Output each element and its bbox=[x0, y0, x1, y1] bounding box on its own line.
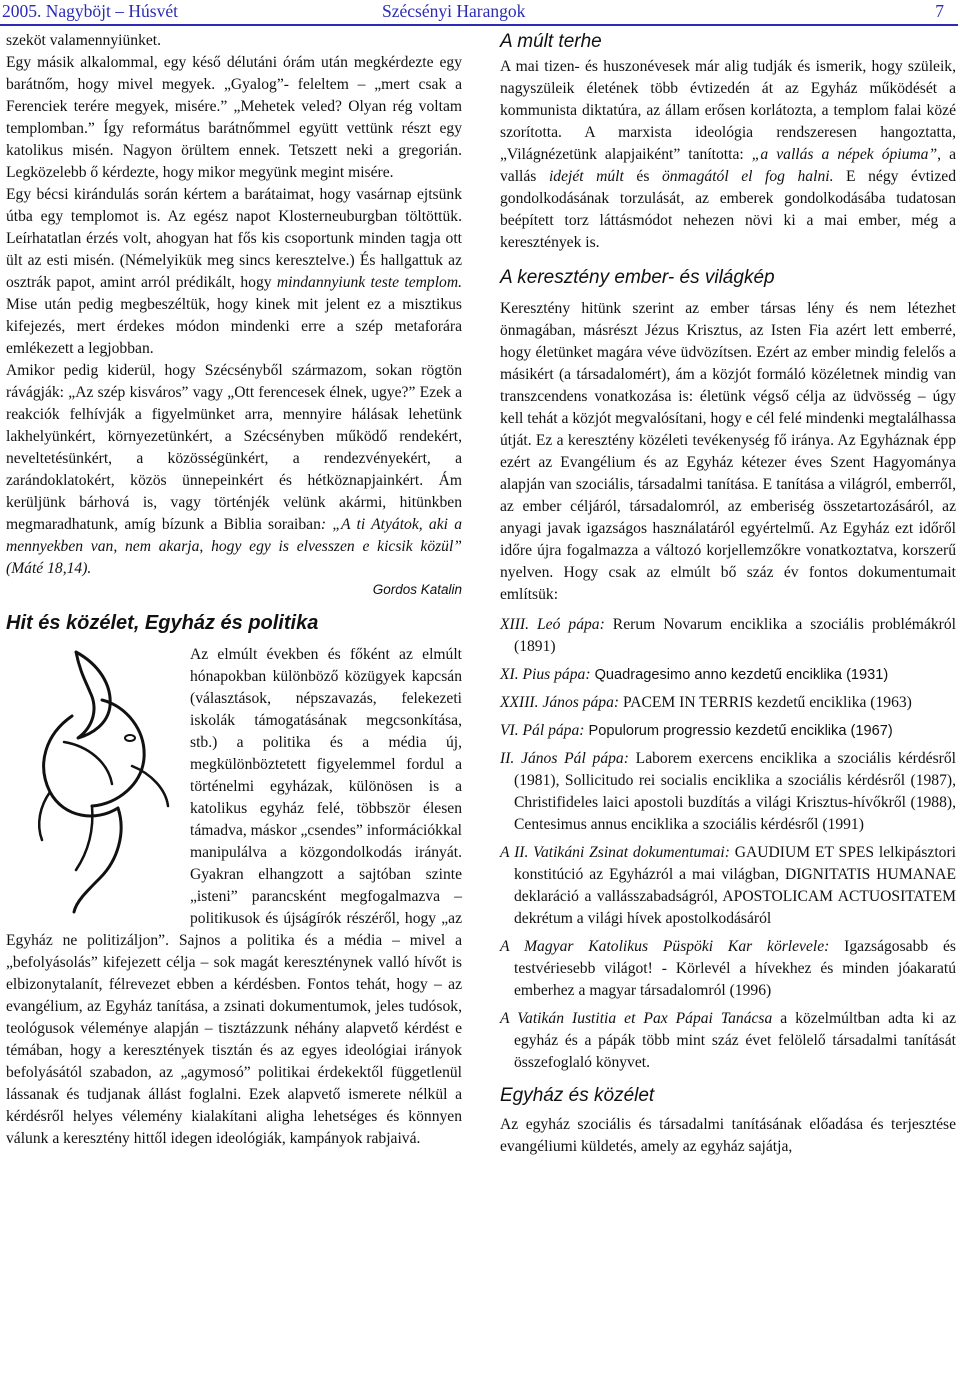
paragraph: Az elmúlt években és főként az elmúlt hónapokban különböző közügyek kapcsán (választások, népszavazás, felekezeti iskolák támogatásának megcsonkítása, stb.) a politika és a média új, megkülönböztetett figyelemmel fordul a történelmi egyházak, különösen is a katolikus egyház felé, többször élesen támadva, máskor „csendes” információkkal manipulálva a közgondolkodás irányát. Gyakran elhangzott a sajtóban szinte „isteni” parancsként megfogalmazva –politikusok és újságírók részéről, hogy „az Egyház ne politizáljon”. Sajnos a politika és a média – mivel a „befolyásolás” kifejezett célja – sok magát kereszténynek valló hívőt is elbizonytalanít, félrevezet ebben a kérdésben. Fontos tehát, hogy – az evangélium, az Egyház tanítása, a zsinati dokumentumok, jeles tudósok, teológusok véleménye alapján – tisztázzunk néhány alapvető kérdést e témában, hogy a keresztények tisztán és az egyes ideológiai irányok befolyásától szabadon, az „agymosó” politikai érdekektől függetlenül lássanak és tudjanak állást foglalni. Ezek alapvető ismerete nélkül a kérdésről helyes vélemény kialakítani aligha lehetséges és könnyen válunk a keresztény hittől idegen ideológiák, kampányok rabjaivá. bbox=[6, 646, 462, 1147]
encyclical-item: XI. Pius pápa: Quadragesimo anno kezdetű enciklika (1931) bbox=[500, 666, 889, 683]
encyclical-item: A Magyar Katolikus Püspöki Kar körlevele: Igazságosabb és testvériesebb világot! - Körlevél a hívekhez és minden jóakaratú emberhez a magyar társadalomról (1996) bbox=[500, 938, 956, 999]
header-publication: Szécsényi Harangok bbox=[382, 1, 526, 21]
header-rule bbox=[0, 24, 958, 26]
encyclical-item: A Vatikán Iustitia et Pax Pápai Tanácsa a közelmúltban adta ki az egyház és a pápák több mint száz évet felölelő társadalmi tanítását összefoglaló könyvet. bbox=[500, 1010, 956, 1071]
paragraph: Egy bécsi kirándulás során kértem a barátaimat, hogy vasárnap ejtsünk útba egy templomot is. Az egész napot Klosterneuburgban töltöttük. Leírhatatlan érzés volt, ahogyan hat fős kis csoportunk minden tagja ott ült az esti misén. (Némelyikük meg sincs keresztelve.) És hallgattuk az osztrák papot, amint arról prédikált, hogy mindannyiunk teste templom. Mise után pedig megbeszéltük, hogy kinek mit jelent ez a misztikus kifejezés, mert érdekes módon mindenki erre a szép metaforára emlékezett a legjobban. bbox=[6, 186, 462, 357]
encyclical-item: XIII. Leó pápa: Rerum Novarum enciklika a szociális problémákról (1891) bbox=[500, 616, 956, 655]
header-page-number: 7 bbox=[935, 1, 944, 21]
encyclical-item: A II. Vatikáni Zsinat dokumentumai: GAUDIUM ET SPES lelkipásztori konstitúció az Egyházról a mai világban, DIGNITATIS HUMANAE deklaráció a vallásszabadságról, APOSTOLICAM ACTUOSITATEM dekrétum a világi hívek apostolkodásáról bbox=[500, 844, 956, 927]
paragraph: szeköt valamennyiünket. bbox=[6, 32, 162, 49]
paragraph: Egy másik alkalommal, egy késő délutáni órám után megkérdezte egy barátnőm, hogy mivel megyek. „Gyalog”- feleltem – „mert csak a Ferenciek terére megyek, misére.” „Mehetek veled? Olyan rég voltam templomban.” Így református barátnőmmel együtt vettünk részt egy katolikus misén. Nagyon örültem ennek. Tetszett neki a gregorián. Legközelebb ő kérdezte, hogy mikor megyünk megint misére. bbox=[6, 54, 462, 181]
encyclical-item: II. János Pál pápa: Laborem exercens enciklika a szociális kérdésről (1981), Sollicitudo rei socialis enciklika a szociális kérdésről (1987), Christifideles laici apostoli buzdítás a világi Krisztus-hívőkről (1988), Centesimus annus enciklika a szociális kérdésről (1991) bbox=[500, 750, 956, 833]
author-signature: Gordos Katalin bbox=[372, 582, 462, 597]
section-title-vilagkep: A keresztény ember- és világkép bbox=[500, 267, 775, 288]
page-header bbox=[0, 0, 960, 24]
section-title-mult-terhe: A múlt terhe bbox=[500, 31, 602, 52]
encyclical-list bbox=[500, 614, 956, 1074]
encyclical-item: XXIII. János pápa: PACEM IN TERRIS kezdetű enciklika (1963) bbox=[500, 694, 912, 711]
article-body bbox=[6, 644, 462, 1150]
section-title-egyhaz-kozelet: Egyház és közélet bbox=[500, 1085, 655, 1106]
paragraph: Amikor pedig kiderül, hogy Szécsényből származom, sokan rögtön rávágják: „Az szép kisváros” vagy „Ott ferencesek élnek, ugye?” Ezek a reakciók felhívják a figyelmünket arra, mennyire hálásak lehetünk lakhelyünkért, környezetünkért, a Szécsényben működő rendekért, neveltetésünkért, a közösségünkért, a rendezvényekért, a zarándoklatokért, közös ünnepeinkért és hétköznapjainkért. Ám kerüljünk bárhová is, vagy történjék velünk akármi, hitünkben megmaradhatunk, amíg bízunk a Biblia soraiban: „A ti Atyátok, aki a mennyekben van, nem akarja, hogy egy is elvesszen e kicsik közül” (Máté 18,14). bbox=[6, 362, 462, 577]
paragraph: Keresztény hitünk szerint az ember társas lény és nem létezhet önmagában, másrészt Jézus Krisztus, az Isten Fia azért lett emberré, hogy életünket magára véve üdvözítsen. Ezért az ember mindig felelős a másikért (a társadalomért), ám a közjót formáló közéletnek mindig van transzcendens vonatkozása is: életünk végső célja az üdvösség – úgy kell tehát a közjót megvalósítani, hogy e cél felé mindenki megtalálhassa útját. Ez a keresztény közéleti tevékenység fő iránya. Az Egyháznak épp ezért az Evangélium és az Egyház kétezer éves Szent Hagyománya alapján van szociális, társadalmi tanítása. E tanítása a világról, emberről, az ember céljáról, társadalomról, az emberiség összetartozásáról, az anyagi javak igazságos használatáról egyértelmű. Az Egyház ezt időről időre újra fogalmazza a változó korjellemzőkre vonatkoztatva, korszerű nyelven. Hogy csak az elmúlt bő száz év fontos dokumentumait említsük: bbox=[500, 300, 956, 603]
left-column bbox=[6, 30, 462, 1150]
dove-flame-illustration bbox=[6, 646, 182, 916]
right-column bbox=[500, 30, 956, 1158]
article-title: Hit és közélet, Egyház és politika bbox=[6, 612, 319, 634]
paragraph: A mai tizen- és huszonévesek már alig tudják és ismerik, hogy szüleik, nagyszüleik életének több évtizedén át az Egyház működését a kommunista diktatúra, az állam erősen korlátozta, a templom falai közé szorította. A marxista ideológia rendszeresen hangoztatta, „Világnézetünk alapjaiként” tanította: „a vallás a népek ópiuma”, a vallás idejét múlt és önmagától el fog halni. E négy évtized gondolkodásának torzulását, az emberek gondolkodásába tudatosan beépített torz láttásmódot nehezen növi ki a mai ember, még a keresztények is. bbox=[500, 58, 957, 251]
encyclical-item: VI. Pál pápa: Populorum progressio kezdetű enciklika (1967) bbox=[500, 722, 893, 739]
header-issue: 2005. Nagyböjt – Húsvét bbox=[2, 1, 178, 21]
paragraph: Az egyház szociális és társadalmi tanításának előadása és terjesztése evangéliumi küldetés, amely az egyház sajátja, bbox=[500, 1116, 956, 1155]
